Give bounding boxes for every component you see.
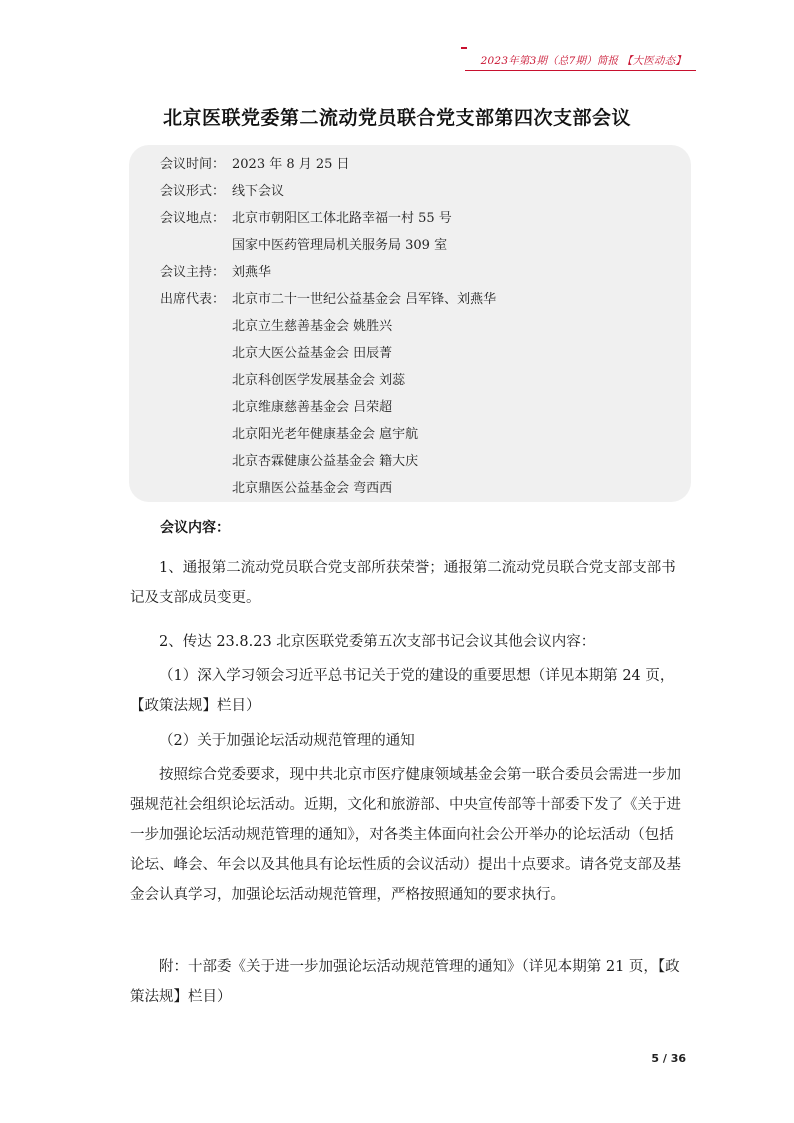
meeting-location-row: [160, 210, 452, 228]
meeting-format-label: 会议形式：: [160, 184, 226, 199]
paragraph-subitem-1: （1）深入学习领会习近平总书记关于党的建设的重要思想（详见本期第 24 页，【政策法规】栏目）: [130, 668, 675, 714]
meeting-location-line-2: 国家中医药管理局机关服务局 309 室: [232, 238, 448, 253]
paragraph-item-2: 2、传达 23.8.23 北京医联党委第五次支部书记会议其他会议内容：: [159, 634, 596, 650]
attendees-label: 出席代表：: [160, 292, 226, 307]
attendee-line: 北京阳光老年健康基金会 扈宇航: [232, 427, 419, 442]
attendee-line: 北京杏霖健康公益基金会 籍大庆: [232, 454, 419, 469]
paragraph-notice-body: 按照综合党委要求，现中共北京市医疗健康领域基金会第一联合委员会需进一步加强规范社会组织论坛活动。近期，文化和旅游部、中央宣传部等十部委下发了《关于进一步加强论坛活动规范管理的通知》，对各类主体面向社会公开举办的论坛活动（包括论坛、峰会、年会以及其他具有论坛性质的会议活动）提出十点要求。请各党支部及基金会认真学习，加强论坛活动规范管理，严格按照通知的要求执行。: [130, 767, 681, 903]
meeting-host-value: 刘燕华: [232, 265, 272, 280]
attendee-line: 北京大医公益基金会 田辰菁: [232, 346, 393, 361]
meeting-time-value: 2023 年 8 月 25 日: [232, 157, 350, 172]
paragraph-item-1: 1、通报第二流动党员联合党支部所获荣誉；通报第二流动党员联合党支部支部书记及支部成员变更。: [130, 560, 676, 606]
meeting-location-line-1: 北京市朝阳区工体北路幸福一村 55 号: [232, 211, 452, 226]
attendee-line: 北京科创医学发展基金会 刘蕊: [232, 373, 406, 388]
attendee-line: 北京鼎医公益基金会 弯西西: [232, 481, 393, 496]
attendee-line: 北京维康慈善基金会 吕荣超: [232, 400, 393, 415]
meeting-format-row: [160, 183, 284, 201]
meeting-format-value: 线下会议: [232, 184, 285, 199]
meeting-time-label: 会议时间：: [160, 157, 226, 172]
header-issue-label: 2023年第3期（总7期）简报 【大医动态】: [480, 55, 686, 67]
paragraph-subitem-2: （2）关于加强论坛活动规范管理的通知: [159, 733, 415, 749]
paragraph-attachment: 附：十部委《关于进一步加强论坛活动规范管理的通知》（详见本期第 21 页，【政策法规】栏目）: [130, 959, 680, 1005]
meeting-host-label: 会议主持：: [160, 265, 226, 280]
section-heading: 会议内容：: [160, 520, 230, 536]
meeting-time-row: [160, 156, 350, 174]
attendee-line: 北京立生慈善基金会 姚胜兴: [232, 319, 393, 334]
attendees-row: [160, 291, 496, 309]
page-number: 5 / 36: [651, 1052, 686, 1065]
header-rule: [465, 70, 696, 71]
page-title: 北京医联党委第二流动党员联合党支部第四次支部会议: [162, 107, 631, 129]
header-dash: [461, 47, 467, 49]
meeting-location-label: 会议地点：: [160, 211, 226, 226]
meeting-host-row: [160, 264, 271, 282]
attendee-line: 北京市二十一世纪公益基金会 吕军锋、刘燕华: [232, 292, 497, 307]
